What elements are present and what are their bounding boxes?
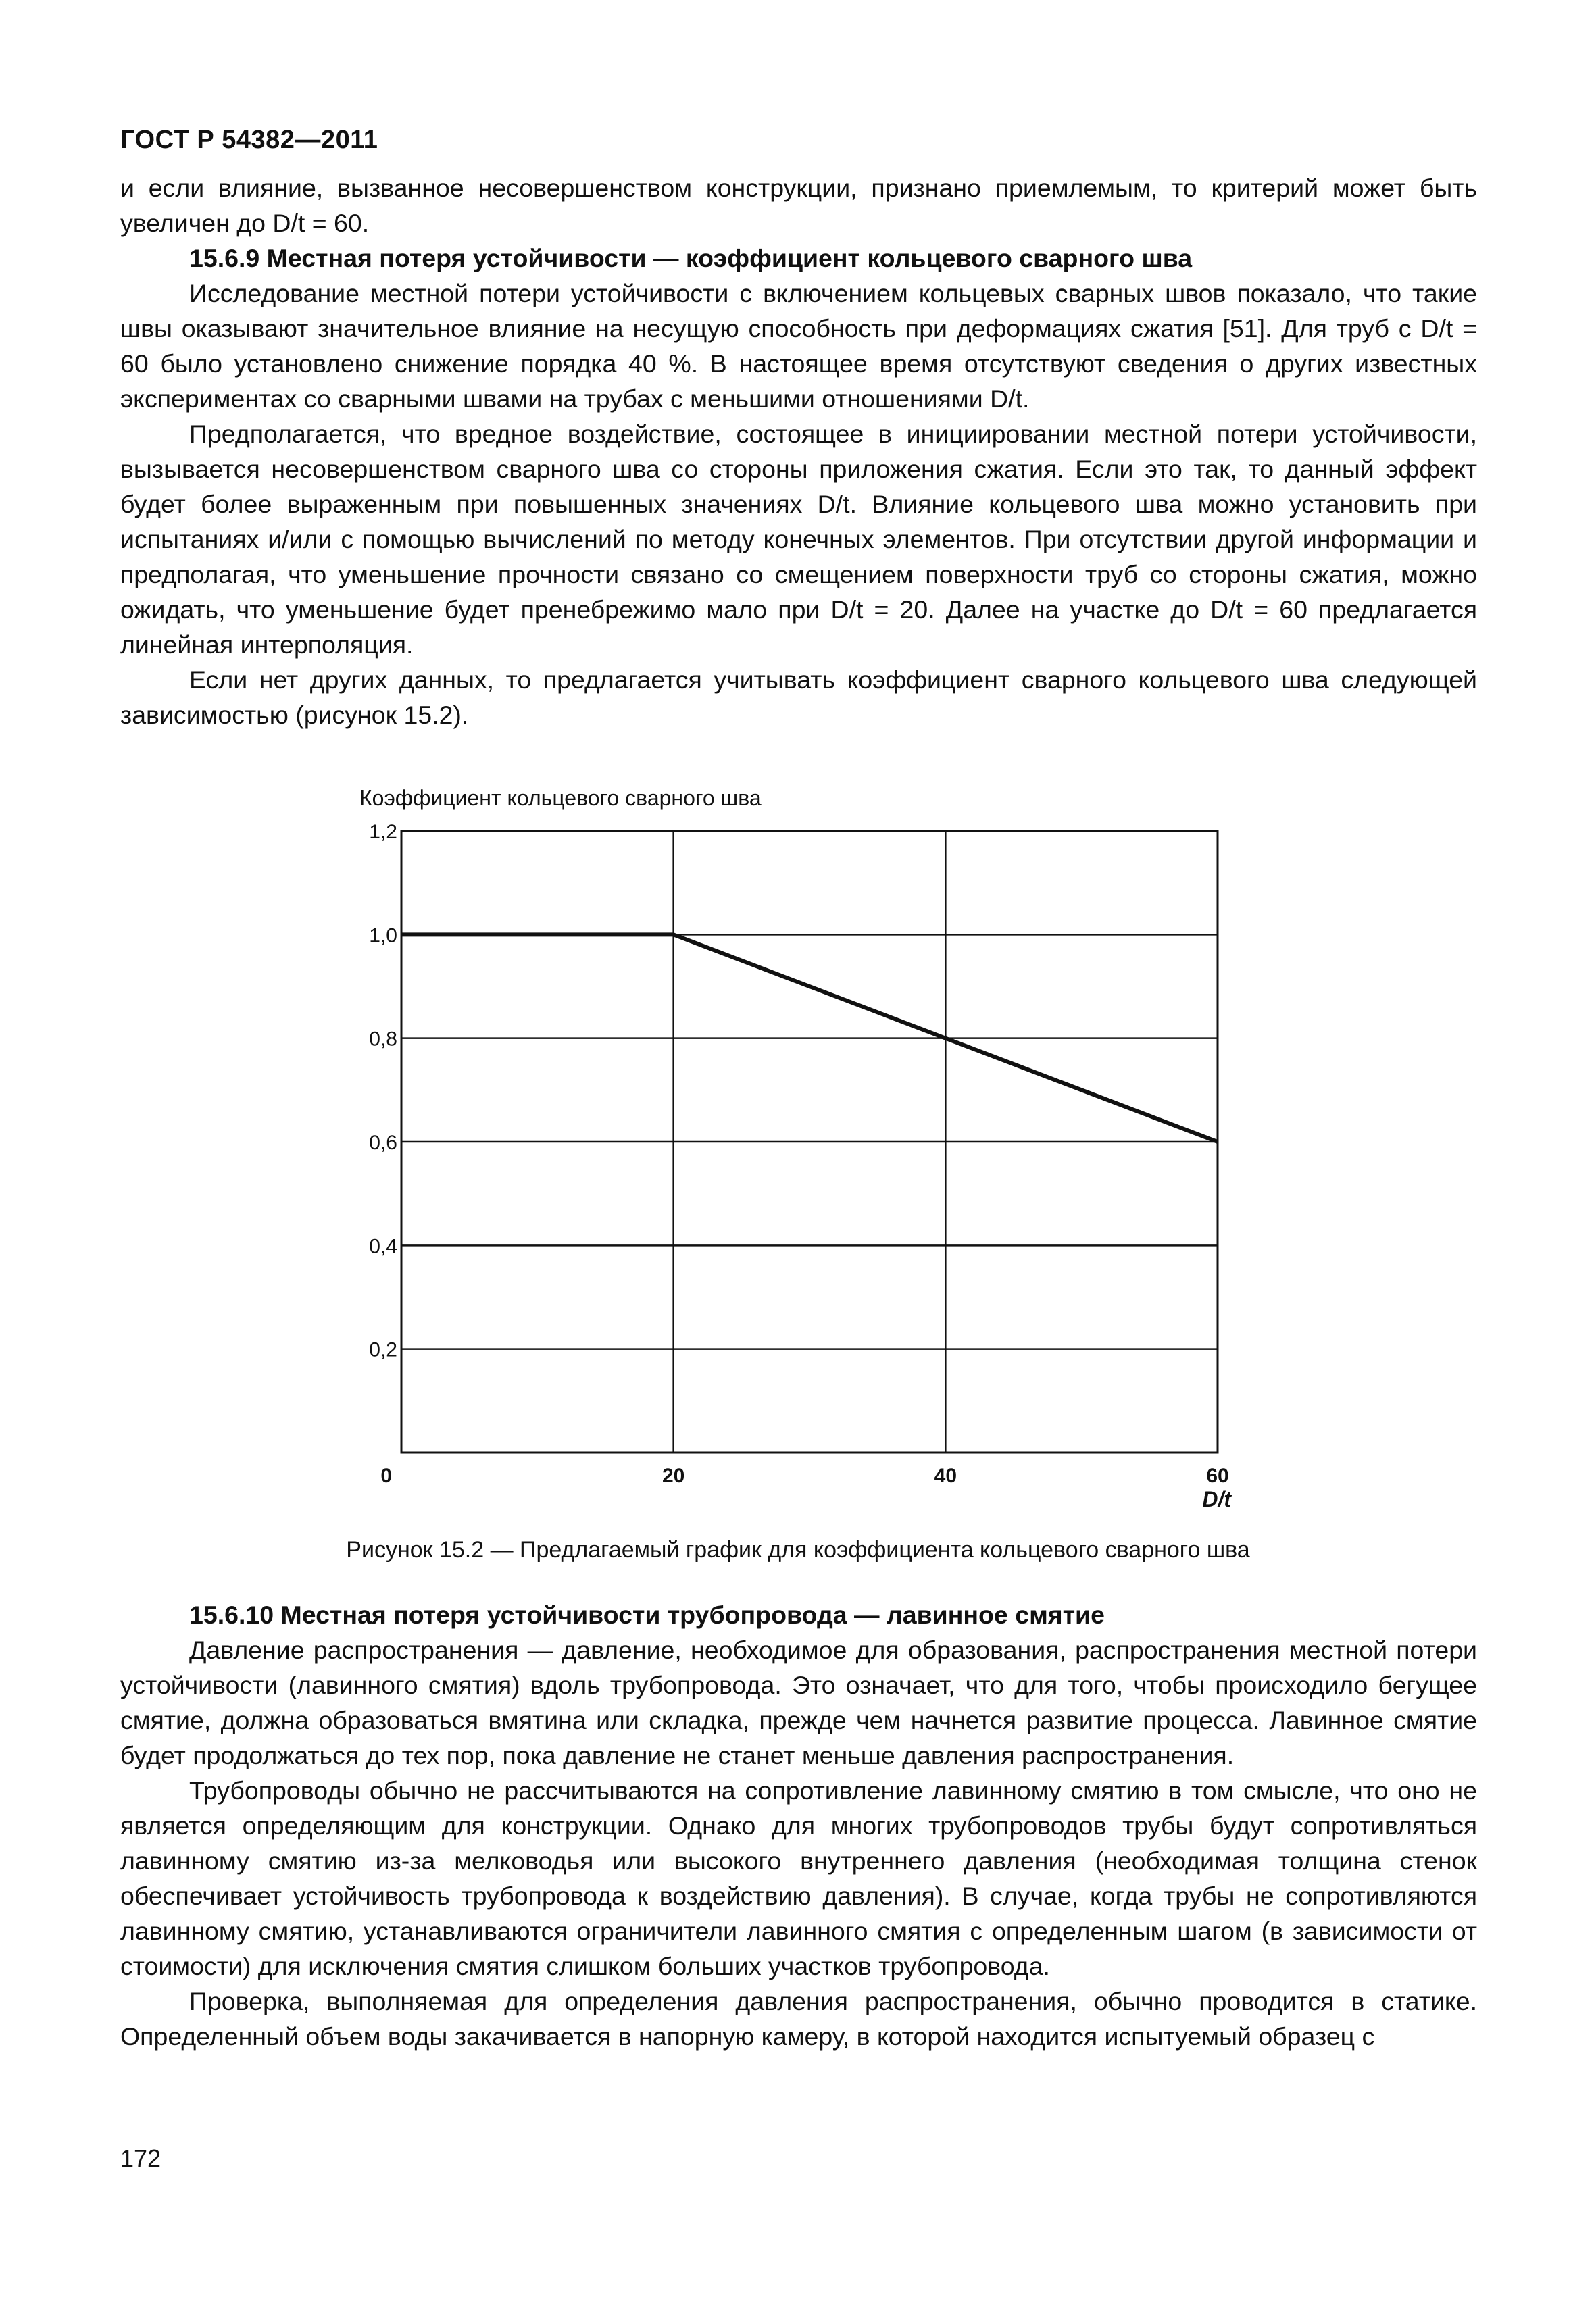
text-block-top: [120, 170, 1477, 732]
page-number: 172: [120, 2144, 161, 2172]
y-tick-label: 0,8: [369, 1028, 397, 1051]
paragraph: Предполагается, что вредное воздействие, состоящее в инициировании местной потери устойчивости, вызывается несовершенством сварного шва со стороны приложения сжатия. Если это так, то данный эффект будет более выраженным при повышенных значениях D/t. Влияние кольцевого шва можно установить при испытаниях и/или с помощью вычислений по методу конечных элементов. При отсутствии другой информации и предполагая, что уменьшение прочности связано со смещением поверхности труб со стороны сжатия, можно ожидать, что уменьшение будет пренебрежимо мало при D/t = 20. Далее на участке до D/t = 60 предлагается линейная интерполяция.: [120, 420, 1477, 659]
x-tick-label: 0: [380, 1465, 392, 1487]
paragraph: Исследование местной потери устойчивости с включением кольцевых сварных швов показало, что такие швы оказывают значительное влияние на несущую способность при деформациях сжатия [51]. Для труб с D/t = 60 было установлено снижение порядка 40 %. В настоящее время отсутствуют сведения о других известных экспериментах со сварными швами на трубах с меньшими отношениями D/t.: [120, 279, 1477, 413]
text-block-bottom: [120, 1597, 1477, 2054]
x-axis-label: D/t: [1202, 1487, 1231, 1511]
section-heading-15-6-9: 15.6.9 Местная потеря устойчивости — коэффициент кольцевого сварного шва: [189, 244, 1193, 272]
paragraph: Проверка, выполняемая для определения давления распространения, обычно проводится в статике. Определенный объем воды закачивается в напорную камеру, в которой находится испытуемый образец с: [120, 1987, 1477, 2051]
paragraph: Трубопроводы обычно не рассчитываются на сопротивление лавинному смятию в том смысле, что оно не является определяющим для конструкции. Однако для многих трубопроводов трубы будут сопротивляться лавинному смятию из-за мелководья или высокого внутреннего давления (необходимая толщина стенок обеспечивает устойчивость трубопровода к воздействию давления). В случае, когда трубы не сопротивляются лавинному смятию, устанавливаются ограничители лавинного смятия с определенным шагом (в зависимости от стоимости) для исключения смятия слишком больших участков трубопровода.: [120, 1776, 1477, 1980]
section-heading-15-6-10: 15.6.10 Местная потеря устойчивости трубопровода — лавинное смятие: [189, 1601, 1105, 1629]
paragraph-continuation: и если влияние, вызванное несовершенством конструкции, признано приемлемым, то критерий может быть увеличен до D/t = 60.: [120, 174, 1477, 237]
x-tick-label: 20: [662, 1465, 685, 1487]
y-tick-label: 1,0: [369, 924, 397, 947]
x-tick-label: 60: [1206, 1465, 1229, 1487]
y-tick-label: 0,4: [369, 1235, 397, 1258]
document-id: ГОСТ Р 54382—2011: [120, 126, 378, 154]
weld-factor-chart: [338, 777, 1257, 1527]
x-tick-label: 40: [934, 1465, 957, 1487]
y-axis-label: Коэффициент кольцевого сварного шва: [359, 786, 762, 810]
paragraph: Если нет других данных, то предлагается учитывать коэффициент сварного кольцевого шва следующей зависимостью (рисунок 15.2).: [120, 665, 1477, 729]
y-tick-label: 1,2: [369, 821, 397, 843]
y-tick-label: 0,2: [369, 1338, 397, 1361]
paragraph: Давление распространения — давление, необходимое для образования, распространения местной потери устойчивости (лавинного смятия) вдоль трубопровода. Это означает, что для того, чтобы происходило бегущее смятие, должна образоваться вмятина или складка, прежде чем начнется развитие процесса. Лавинное смятие будет продолжаться до тех пор, пока давление не станет меньше давления распространения.: [120, 1636, 1477, 1769]
y-tick-label: 0,6: [369, 1132, 397, 1154]
figure-15-2: [338, 777, 1257, 1527]
figure-caption: Рисунок 15.2 — Предлагаемый график для коэффициента кольцевого сварного шва: [346, 1537, 1250, 1563]
